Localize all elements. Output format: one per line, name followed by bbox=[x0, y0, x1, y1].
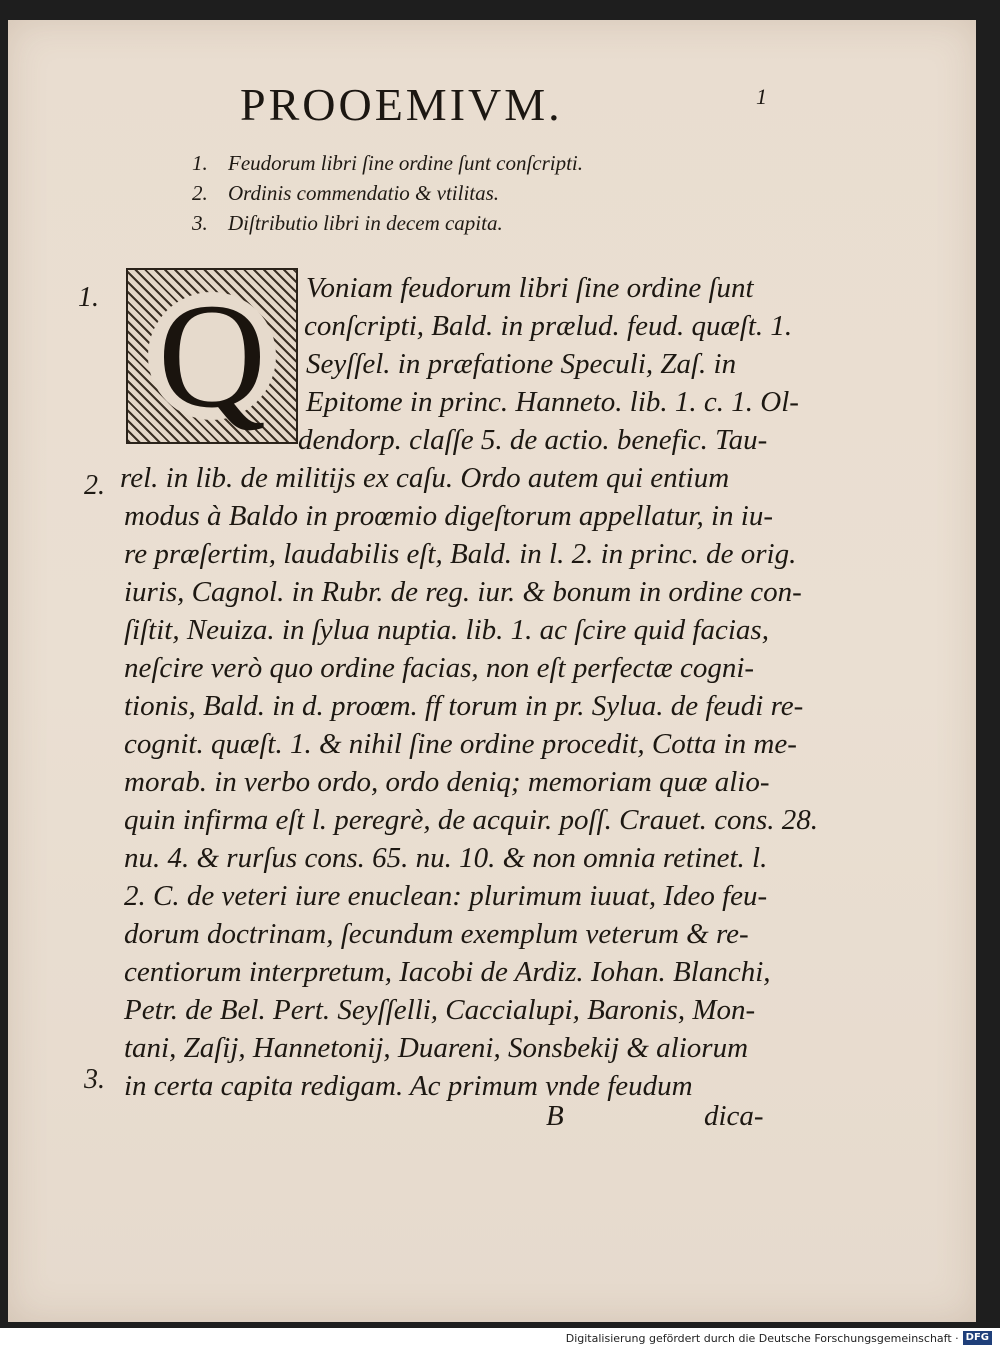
decorated-initial bbox=[126, 268, 298, 444]
dfg-logo-icon: DFG bbox=[963, 1331, 992, 1345]
summary-number: 2. bbox=[192, 181, 208, 205]
text-line: conſcripti, Bald. in prælud. feud. quæſt. 1. bbox=[304, 310, 793, 342]
catchword: dica- bbox=[704, 1100, 764, 1132]
text-line: centiorum interpretum, Iacobi de Ardiz. Iohan. Blanchi, bbox=[124, 956, 771, 988]
text-line: re præſertim, laudabilis eſt, Bald. in l. 2. in princ. de orig. bbox=[124, 538, 797, 570]
text-line: neſcire verò quo ordine facias, non eſt perfectæ cogni- bbox=[124, 652, 755, 684]
text-line: modus à Baldo in proœmio digeſtorum appellatur, in iu- bbox=[124, 500, 774, 532]
chapter-summary bbox=[192, 148, 792, 238]
text-line: 2. C. de veteri iure enuclean: plurimum iuuat, Ideo feu- bbox=[124, 880, 768, 912]
footer-text: Digitalisierung gefördert durch die Deutsche Forschungsgemeinschaft · bbox=[565, 1331, 959, 1345]
text-line: Seyſſel. in præfatione Speculi, Zaſ. in bbox=[306, 348, 737, 380]
margin-number-2: 2. bbox=[84, 470, 105, 501]
text-line: quin infirma eſt l. peregrè, de acquir. poſſ. Crauet. cons. 28. bbox=[124, 804, 819, 836]
signature-mark: B bbox=[546, 1100, 564, 1132]
text-line: in certa capita redigam. Ac primum vnde feudum bbox=[124, 1070, 693, 1102]
margin-number-1: 1. bbox=[78, 282, 99, 313]
text-line: rel. in lib. de militijs ex caſu. Ordo autem qui entium bbox=[120, 462, 730, 494]
summary-item bbox=[192, 208, 792, 238]
text-line: ſiſtit, Neuiza. in ſylua nuptia. lib. 1. ac ſcire quid facias, bbox=[124, 614, 769, 646]
page-title: PROOEMIVM. bbox=[240, 79, 563, 130]
text-line: cognit. quæſt. 1. & nihil ſine ordine procedit, Cotta in me- bbox=[124, 728, 797, 760]
folio-number: 1 bbox=[756, 84, 767, 109]
text-line: dendorp. claſſe 5. de actio. benefic. Tau- bbox=[298, 424, 768, 456]
book-page bbox=[8, 20, 976, 1322]
summary-number: 3. bbox=[192, 211, 208, 235]
text-line: tani, Zaſij, Hannetonij, Duareni, Sonsbekij & aliorum bbox=[124, 1032, 749, 1064]
text-line: Petr. de Bel. Pert. Seyſſelli, Caccialupi, Baronis, Mon- bbox=[124, 994, 756, 1026]
summary-text: Ordinis commendatio & vtilitas. bbox=[228, 181, 500, 205]
text-line: dorum doctrinam, ſecundum exemplum veterum & re- bbox=[124, 918, 749, 950]
running-head bbox=[8, 20, 976, 160]
text-line: tionis, Bald. in d. proœm. ff torum in pr. Sylua. de feudi re- bbox=[124, 690, 804, 722]
summary-text: Diſtributio libri in decem capita. bbox=[228, 211, 503, 235]
text-line: iuris, Cagnol. in Rubr. de reg. iur. & bonum in ordine con- bbox=[124, 576, 802, 608]
footer-bar bbox=[0, 1328, 1000, 1348]
summary-text: Feudorum libri ſine ordine ſunt conſcripti. bbox=[228, 151, 584, 175]
margin-number-3: 3. bbox=[84, 1064, 105, 1095]
text-line: morab. in verbo ordo, ordo deniq; memoriam quæ alio- bbox=[124, 766, 770, 798]
initial-letter: Q bbox=[148, 292, 276, 420]
text-line: Voniam feudorum libri ſine ordine ſunt bbox=[306, 272, 754, 304]
summary-item bbox=[192, 148, 792, 178]
text-line: Epitome in princ. Hanneto. lib. 1. c. 1. Ol- bbox=[306, 386, 799, 418]
text-line: nu. 4. & rurſus cons. 65. nu. 10. & non omnia retinet. l. bbox=[124, 842, 768, 874]
summary-number: 1. bbox=[192, 151, 208, 175]
summary-item bbox=[192, 178, 792, 208]
